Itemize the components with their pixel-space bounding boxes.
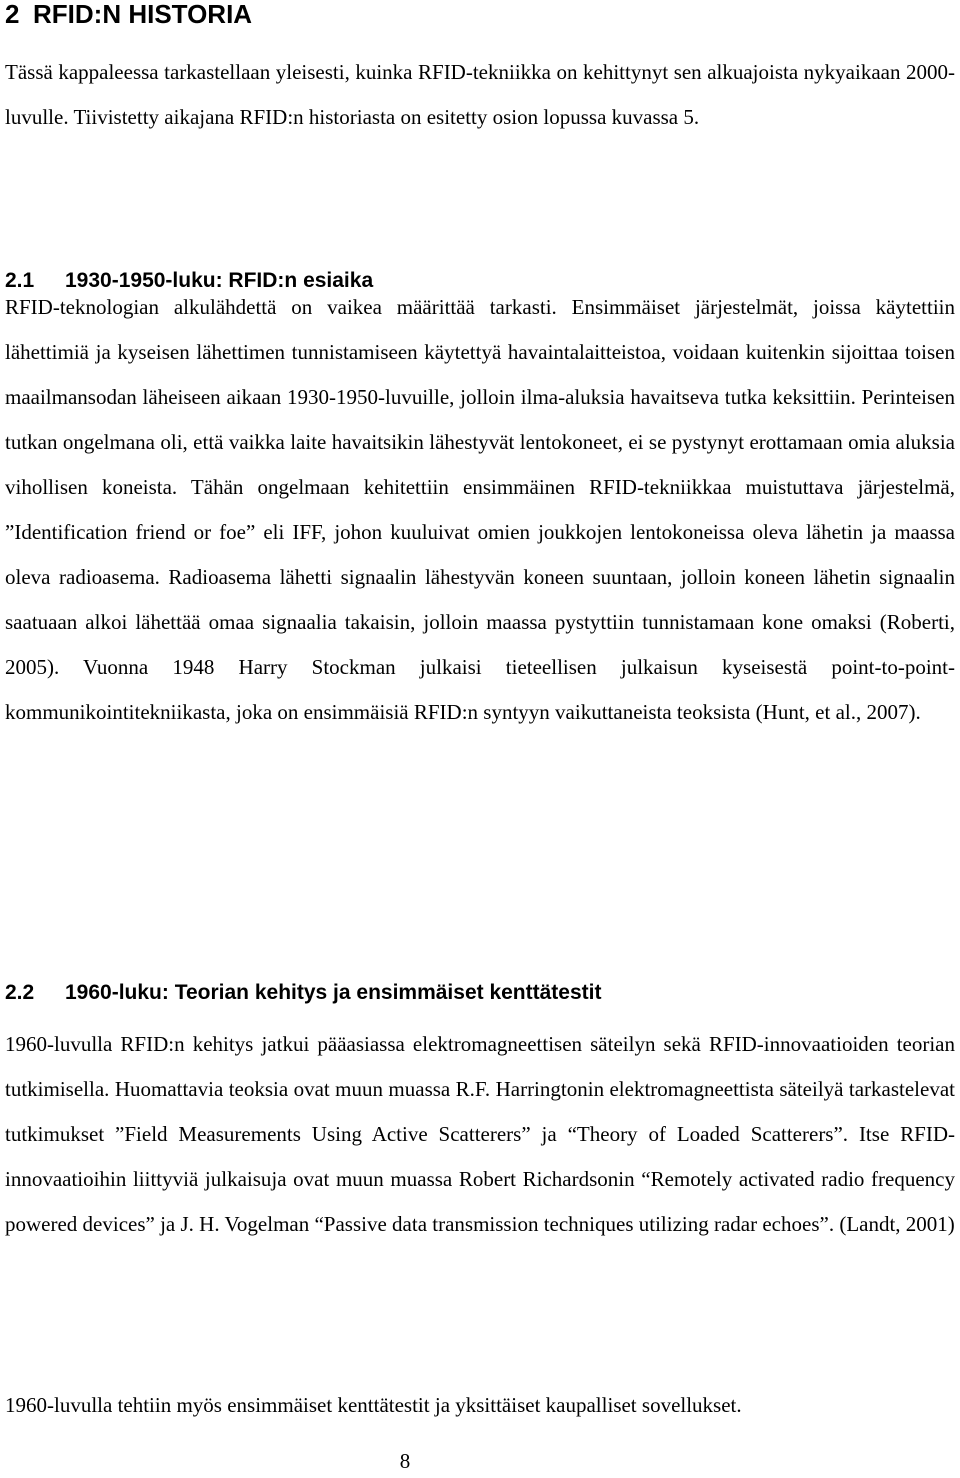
chapter-title: RFID:N HISTORIA xyxy=(33,0,253,29)
section-heading-2-2 xyxy=(5,980,601,1006)
section-title: 1930-1950-luku: RFID:n esiaika xyxy=(65,269,374,292)
section-2-2-paragraph-2: 1960-luvulla tehtiin myös ensimmäiset kenttätestit ja yksittäiset kaupalliset sovellukset. xyxy=(5,1393,742,1417)
chapter-number: 2 xyxy=(5,0,20,29)
intro-paragraph: Tässä kappaleessa tarkastellaan yleisesti, kuinka RFID-tekniikka on kehittynyt sen alkuajoista nykyaikaan 2000-luvulle. Tiivistetty aikajana RFID:n historiasta on esitetty osion lopussa kuvassa 5. xyxy=(5,60,955,129)
page-number: 8 xyxy=(399,1449,411,1473)
chapter-heading xyxy=(5,0,252,28)
section-number: 2.2 xyxy=(5,981,35,1004)
section-number: 2.1 xyxy=(5,269,35,292)
section-2-1-paragraph: RFID-teknologian alkulähdettä on vaikea määrittää tarkasti. Ensimmäiset järjestelmät, joissa käytettiin lähettimiä ja kyseisen lähettimen tunnistamiseen käytettyä havaintalaitteistoa, voidaan kuitenkin sijoittaa toisen maailmansodan läheiseen aikaan 1930-1950-luvuille, jolloin ilma-aluksia havaitseva tutka keksittiin. Perinteisen tutkan ongelmana oli, että vaikka laite havaitsikin lähestyvät lentokoneet, ei se pystynyt erottamaan omia aluksia vihollisen koneista. Tähän ongelmaan kehitettiin ensimmäinen RFID-tekniikkaa muistuttava järjestelmä, ”Identification friend or foe” eli IFF, johon kuuluivat omien joukkojen lentokoneissa oleva lähetin ja maassa oleva radioasema. Radioasema lähetti signaalin lähestyvän koneen suuntaan, jolloin koneen lähetin signaalin saatuaan alkoi lähettää omaa signaalia takaisin, jolloin maassa pystyttiin tunnistamaan kone omaksi (Roberti, 2005). Vuonna 1948 Harry Stockman julkaisi tieteellisen julkaisun kyseisestä point-to-point-kommunikointitekniikasta, joka on ensimmäisiä RFID:n syntyyn vaikuttaneista teoksista (Hunt, et al., 2007). xyxy=(5,295,955,724)
section-2-2-paragraph: 1960-luvulla RFID:n kehitys jatkui pääasiassa elektromagneettisen säteilyn sekä RFID-innovaatioiden teorian tutkimisella. Huomattavia teoksia ovat muun muassa R.F. Harringtonin elektromagneettista säteilyä tarkastelevat tutkimukset ”Field Measurements Using Active Scatterers” ja “Theory of Loaded Scatterers”. Itse RFID-innovaatioihin liittyviä julkaisuja ovat muun muassa Robert Richardsonin “Remotely activated radio frequency powered devices” ja J. H. Vogelman “Passive data transmission techniques utilizing radar echoes”. (Landt, 2001) xyxy=(5,1032,955,1236)
section-title: 1960-luku: Teorian kehitys ja ensimmäiset kenttätestit xyxy=(65,981,602,1004)
